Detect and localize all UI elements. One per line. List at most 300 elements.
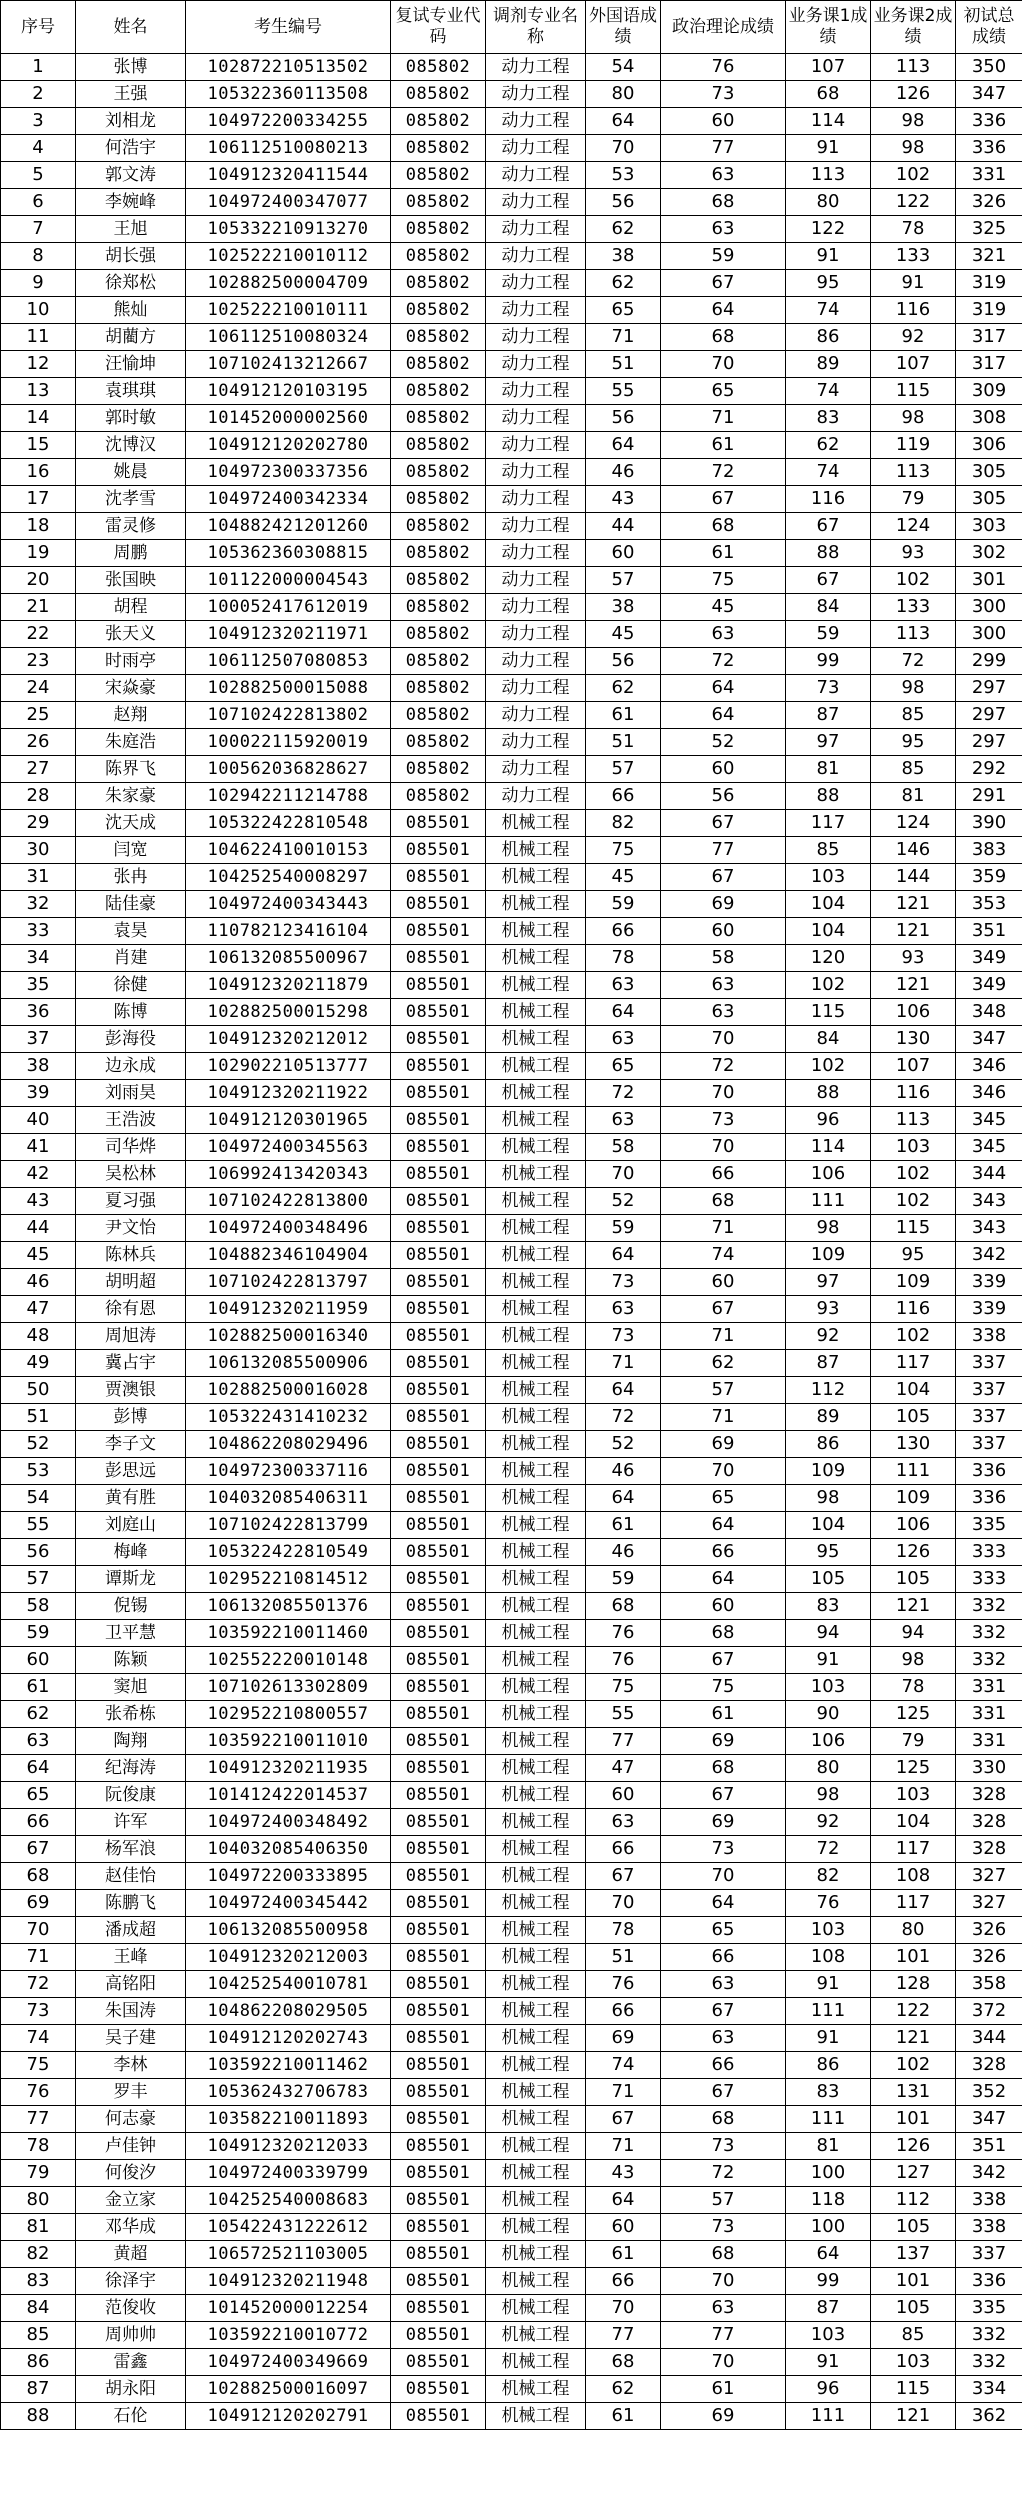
- cell-politics: 73: [661, 1107, 786, 1134]
- cell-foreign-language: 77: [586, 2322, 661, 2349]
- cell-subject-2: 107: [871, 351, 956, 378]
- cell-subject-2: 116: [871, 1080, 956, 1107]
- cell-major-name: 机械工程: [486, 1863, 586, 1890]
- cell-name: 陈林兵: [76, 1242, 186, 1269]
- cell-politics: 69: [661, 1728, 786, 1755]
- cell-foreign-language: 56: [586, 405, 661, 432]
- cell-name: 周旭涛: [76, 1323, 186, 1350]
- cell-name: 沈天成: [76, 810, 186, 837]
- table-row: [1, 1431, 1022, 1458]
- cell-name: 夏习强: [76, 1188, 186, 1215]
- cell-foreign-language: 63: [586, 1107, 661, 1134]
- cell-name: 胡程: [76, 594, 186, 621]
- cell-major-name: 机械工程: [486, 1242, 586, 1269]
- cell-politics: 63: [661, 972, 786, 999]
- cell-foreign-language: 82: [586, 810, 661, 837]
- cell-subject-2: 125: [871, 1755, 956, 1782]
- cell-subject-2: 85: [871, 2322, 956, 2349]
- cell-major-code: 085501: [391, 1242, 486, 1269]
- cell-politics: 61: [661, 432, 786, 459]
- cell-major-name: 机械工程: [486, 1620, 586, 1647]
- cell-name: 谭斯龙: [76, 1566, 186, 1593]
- cell-subject-1: 98: [786, 1782, 871, 1809]
- cell-major-code: 085501: [391, 1512, 486, 1539]
- table-row: [1, 648, 1022, 675]
- cell-subject-1: 97: [786, 1269, 871, 1296]
- cell-politics: 70: [661, 1863, 786, 1890]
- cell-subject-1: 111: [786, 2403, 871, 2430]
- cell-major-name: 机械工程: [486, 2079, 586, 2106]
- cell-index: 68: [1, 1863, 76, 1890]
- cell-total: 317: [956, 351, 1022, 378]
- cell-index: 56: [1, 1539, 76, 1566]
- cell-subject-1: 100: [786, 2214, 871, 2241]
- cell-politics: 67: [661, 270, 786, 297]
- cell-foreign-language: 71: [586, 2079, 661, 2106]
- header-foreign-language: 外国语成绩: [586, 1, 661, 54]
- cell-total: 291: [956, 783, 1022, 810]
- cell-total: 333: [956, 1539, 1022, 1566]
- cell-major-code: 085501: [391, 2052, 486, 2079]
- cell-subject-1: 91: [786, 243, 871, 270]
- cell-exam-id: 105362360308815: [186, 540, 391, 567]
- cell-index: 63: [1, 1728, 76, 1755]
- cell-subject-2: 111: [871, 1458, 956, 1485]
- cell-subject-1: 88: [786, 783, 871, 810]
- cell-index: 66: [1, 1809, 76, 1836]
- cell-name: 宋焱豪: [76, 675, 186, 702]
- cell-name: 梅峰: [76, 1539, 186, 1566]
- cell-total: 337: [956, 1404, 1022, 1431]
- cell-major-name: 机械工程: [486, 1161, 586, 1188]
- table-row: [1, 513, 1022, 540]
- cell-exam-id: 104972300337116: [186, 1458, 391, 1485]
- cell-subject-2: 102: [871, 2052, 956, 2079]
- table-row: [1, 1296, 1022, 1323]
- cell-foreign-language: 52: [586, 1188, 661, 1215]
- cell-name: 时雨亭: [76, 648, 186, 675]
- table-row: [1, 1647, 1022, 1674]
- cell-subject-1: 100: [786, 2160, 871, 2187]
- cell-subject-1: 67: [786, 513, 871, 540]
- cell-name: 胡藺方: [76, 324, 186, 351]
- cell-exam-id: 101452000012254: [186, 2295, 391, 2322]
- cell-total: 336: [956, 1458, 1022, 1485]
- cell-politics: 66: [661, 1539, 786, 1566]
- cell-index: 49: [1, 1350, 76, 1377]
- table-row: [1, 540, 1022, 567]
- cell-politics: 68: [661, 2241, 786, 2268]
- cell-major-code: 085501: [391, 1944, 486, 1971]
- cell-major-code: 085802: [391, 81, 486, 108]
- cell-subject-2: 121: [871, 1593, 956, 1620]
- cell-name: 彭海役: [76, 1026, 186, 1053]
- table-row: [1, 1944, 1022, 1971]
- cell-major-name: 机械工程: [486, 1080, 586, 1107]
- cell-total: 336: [956, 2268, 1022, 2295]
- cell-foreign-language: 67: [586, 1863, 661, 1890]
- table-row: [1, 1890, 1022, 1917]
- cell-major-code: 085501: [391, 2295, 486, 2322]
- cell-total: 338: [956, 2214, 1022, 2241]
- cell-foreign-language: 64: [586, 1377, 661, 1404]
- cell-subject-2: 93: [871, 945, 956, 972]
- cell-total: 326: [956, 1944, 1022, 1971]
- cell-major-code: 085501: [391, 1053, 486, 1080]
- cell-foreign-language: 51: [586, 1944, 661, 1971]
- cell-subject-2: 94: [871, 1620, 956, 1647]
- cell-major-code: 085802: [391, 243, 486, 270]
- cell-major-code: 085802: [391, 351, 486, 378]
- cell-major-name: 动力工程: [486, 486, 586, 513]
- cell-foreign-language: 64: [586, 432, 661, 459]
- cell-politics: 60: [661, 108, 786, 135]
- cell-politics: 63: [661, 621, 786, 648]
- table-row: [1, 1539, 1022, 1566]
- cell-index: 44: [1, 1215, 76, 1242]
- cell-exam-id: 104972400347077: [186, 189, 391, 216]
- cell-foreign-language: 76: [586, 1647, 661, 1674]
- cell-major-name: 机械工程: [486, 1782, 586, 1809]
- cell-major-name: 动力工程: [486, 540, 586, 567]
- cell-index: 85: [1, 2322, 76, 2349]
- cell-total: 332: [956, 2322, 1022, 2349]
- cell-major-name: 动力工程: [486, 459, 586, 486]
- cell-politics: 73: [661, 2133, 786, 2160]
- cell-total: 347: [956, 81, 1022, 108]
- cell-major-name: 动力工程: [486, 648, 586, 675]
- cell-name: 张博: [76, 54, 186, 81]
- cell-politics: 73: [661, 2214, 786, 2241]
- cell-index: 26: [1, 729, 76, 756]
- cell-total: 332: [956, 2349, 1022, 2376]
- cell-subject-1: 84: [786, 1026, 871, 1053]
- cell-politics: 64: [661, 1566, 786, 1593]
- cell-major-name: 机械工程: [486, 1134, 586, 1161]
- cell-subject-2: 98: [871, 405, 956, 432]
- cell-exam-id: 104972200334255: [186, 108, 391, 135]
- cell-politics: 61: [661, 1701, 786, 1728]
- cell-exam-id: 100052417612019: [186, 594, 391, 621]
- cell-politics: 66: [661, 2052, 786, 2079]
- cell-politics: 77: [661, 2322, 786, 2349]
- cell-foreign-language: 67: [586, 2106, 661, 2133]
- cell-subject-1: 109: [786, 1242, 871, 1269]
- cell-major-code: 085501: [391, 1188, 486, 1215]
- cell-index: 15: [1, 432, 76, 459]
- cell-major-name: 机械工程: [486, 2295, 586, 2322]
- cell-exam-id: 104912320411544: [186, 162, 391, 189]
- cell-total: 337: [956, 1431, 1022, 1458]
- cell-subject-1: 120: [786, 945, 871, 972]
- table-row: [1, 594, 1022, 621]
- cell-major-name: 机械工程: [486, 999, 586, 1026]
- cell-subject-1: 98: [786, 1485, 871, 1512]
- cell-foreign-language: 56: [586, 189, 661, 216]
- table-row: [1, 1620, 1022, 1647]
- table-row: [1, 486, 1022, 513]
- cell-total: 297: [956, 702, 1022, 729]
- cell-index: 3: [1, 108, 76, 135]
- cell-major-name: 机械工程: [486, 1269, 586, 1296]
- cell-subject-2: 133: [871, 243, 956, 270]
- table-row: [1, 1134, 1022, 1161]
- cell-major-code: 085501: [391, 1890, 486, 1917]
- cell-major-name: 动力工程: [486, 324, 586, 351]
- header-subject-1: 业务课1成绩: [786, 1, 871, 54]
- cell-index: 28: [1, 783, 76, 810]
- cell-exam-id: 104912320211935: [186, 1755, 391, 1782]
- cell-politics: 58: [661, 945, 786, 972]
- cell-subject-1: 92: [786, 1809, 871, 1836]
- cell-total: 336: [956, 108, 1022, 135]
- cell-foreign-language: 64: [586, 1242, 661, 1269]
- cell-index: 79: [1, 2160, 76, 2187]
- table-row: [1, 2322, 1022, 2349]
- cell-name: 沈孝雪: [76, 486, 186, 513]
- cell-subject-2: 122: [871, 1998, 956, 2025]
- table-row: [1, 1674, 1022, 1701]
- cell-foreign-language: 57: [586, 756, 661, 783]
- cell-major-name: 机械工程: [486, 1701, 586, 1728]
- cell-major-code: 085501: [391, 1539, 486, 1566]
- cell-foreign-language: 57: [586, 567, 661, 594]
- cell-major-code: 085802: [391, 189, 486, 216]
- cell-exam-id: 102522210010111: [186, 297, 391, 324]
- cell-index: 21: [1, 594, 76, 621]
- cell-exam-id: 105322431410232: [186, 1404, 391, 1431]
- header-major-name: 调剂专业名称: [486, 1, 586, 54]
- cell-politics: 63: [661, 2025, 786, 2052]
- cell-index: 31: [1, 864, 76, 891]
- cell-exam-id: 106132085501376: [186, 1593, 391, 1620]
- cell-total: 321: [956, 243, 1022, 270]
- cell-subject-2: 116: [871, 1296, 956, 1323]
- table-row: [1, 2133, 1022, 2160]
- cell-subject-2: 109: [871, 1269, 956, 1296]
- cell-name: 刘庭山: [76, 1512, 186, 1539]
- cell-foreign-language: 69: [586, 2025, 661, 2052]
- cell-foreign-language: 78: [586, 1917, 661, 1944]
- table-row: [1, 2349, 1022, 2376]
- cell-subject-2: 104: [871, 1809, 956, 1836]
- cell-name: 姚晨: [76, 459, 186, 486]
- cell-index: 53: [1, 1458, 76, 1485]
- cell-total: 345: [956, 1134, 1022, 1161]
- cell-politics: 68: [661, 324, 786, 351]
- cell-politics: 67: [661, 1647, 786, 1674]
- cell-foreign-language: 64: [586, 108, 661, 135]
- cell-total: 332: [956, 1620, 1022, 1647]
- cell-major-code: 085501: [391, 999, 486, 1026]
- cell-foreign-language: 68: [586, 2349, 661, 2376]
- cell-foreign-language: 73: [586, 1323, 661, 1350]
- cell-total: 358: [956, 1971, 1022, 1998]
- cell-politics: 68: [661, 1755, 786, 1782]
- cell-major-code: 085501: [391, 1782, 486, 1809]
- cell-index: 83: [1, 2268, 76, 2295]
- cell-index: 70: [1, 1917, 76, 1944]
- cell-index: 24: [1, 675, 76, 702]
- cell-major-code: 085802: [391, 729, 486, 756]
- cell-major-name: 机械工程: [486, 1917, 586, 1944]
- cell-politics: 60: [661, 918, 786, 945]
- cell-politics: 57: [661, 2187, 786, 2214]
- cell-total: 325: [956, 216, 1022, 243]
- cell-major-name: 机械工程: [486, 1485, 586, 1512]
- cell-major-name: 机械工程: [486, 2322, 586, 2349]
- cell-major-code: 085802: [391, 702, 486, 729]
- cell-subject-1: 95: [786, 270, 871, 297]
- cell-subject-1: 83: [786, 1593, 871, 1620]
- cell-politics: 68: [661, 2106, 786, 2133]
- table-row: [1, 405, 1022, 432]
- cell-name: 袁琪琪: [76, 378, 186, 405]
- table-row: [1, 2295, 1022, 2322]
- cell-major-code: 085501: [391, 1026, 486, 1053]
- cell-exam-id: 104972400343443: [186, 891, 391, 918]
- cell-major-name: 机械工程: [486, 2106, 586, 2133]
- cell-total: 308: [956, 405, 1022, 432]
- cell-total: 359: [956, 864, 1022, 891]
- cell-subject-2: 121: [871, 891, 956, 918]
- cell-subject-2: 106: [871, 1512, 956, 1539]
- cell-foreign-language: 51: [586, 351, 661, 378]
- cell-exam-id: 104972400349669: [186, 2349, 391, 2376]
- cell-major-code: 085501: [391, 1080, 486, 1107]
- table-row: [1, 729, 1022, 756]
- table-row: [1, 1836, 1022, 1863]
- table-row: [1, 2268, 1022, 2295]
- cell-exam-id: 102882500004709: [186, 270, 391, 297]
- cell-exam-id: 104912320211948: [186, 2268, 391, 2295]
- cell-politics: 70: [661, 1134, 786, 1161]
- table-row: [1, 2079, 1022, 2106]
- cell-subject-2: 117: [871, 1350, 956, 1377]
- cell-foreign-language: 70: [586, 135, 661, 162]
- cell-foreign-language: 70: [586, 1890, 661, 1917]
- cell-total: 326: [956, 1917, 1022, 1944]
- cell-politics: 70: [661, 1026, 786, 1053]
- cell-major-name: 机械工程: [486, 1404, 586, 1431]
- cell-subject-1: 87: [786, 702, 871, 729]
- cell-foreign-language: 68: [586, 1593, 661, 1620]
- cell-subject-2: 126: [871, 2133, 956, 2160]
- cell-subject-1: 87: [786, 2295, 871, 2322]
- cell-index: 73: [1, 1998, 76, 2025]
- cell-exam-id: 104912320211959: [186, 1296, 391, 1323]
- table-row: [1, 918, 1022, 945]
- cell-exam-id: 104972400345442: [186, 1890, 391, 1917]
- cell-foreign-language: 65: [586, 1053, 661, 1080]
- cell-subject-1: 114: [786, 1134, 871, 1161]
- cell-index: 2: [1, 81, 76, 108]
- cell-name: 陈颖: [76, 1647, 186, 1674]
- cell-subject-1: 86: [786, 2052, 871, 2079]
- cell-major-code: 085501: [391, 2268, 486, 2295]
- cell-index: 19: [1, 540, 76, 567]
- cell-major-code: 085501: [391, 1620, 486, 1647]
- cell-subject-1: 102: [786, 972, 871, 999]
- cell-index: 52: [1, 1431, 76, 1458]
- cell-subject-2: 72: [871, 648, 956, 675]
- cell-subject-2: 107: [871, 1053, 956, 1080]
- cell-subject-1: 106: [786, 1161, 871, 1188]
- cell-total: 346: [956, 1080, 1022, 1107]
- cell-major-name: 机械工程: [486, 1539, 586, 1566]
- cell-name: 何浩宇: [76, 135, 186, 162]
- cell-subject-1: 94: [786, 1620, 871, 1647]
- cell-politics: 64: [661, 702, 786, 729]
- cell-total: 349: [956, 945, 1022, 972]
- cell-major-name: 机械工程: [486, 1107, 586, 1134]
- cell-exam-id: 104972400348496: [186, 1215, 391, 1242]
- cell-name: 杨军浪: [76, 1836, 186, 1863]
- cell-name: 雷鑫: [76, 2349, 186, 2376]
- cell-index: 76: [1, 2079, 76, 2106]
- cell-subject-1: 103: [786, 2322, 871, 2349]
- cell-major-code: 085501: [391, 2079, 486, 2106]
- cell-major-name: 机械工程: [486, 1593, 586, 1620]
- cell-subject-1: 104: [786, 1512, 871, 1539]
- cell-major-code: 085501: [391, 1134, 486, 1161]
- cell-subject-2: 98: [871, 675, 956, 702]
- cell-subject-1: 111: [786, 1998, 871, 2025]
- cell-index: 22: [1, 621, 76, 648]
- cell-name: 金立家: [76, 2187, 186, 2214]
- cell-subject-1: 115: [786, 999, 871, 1026]
- cell-major-code: 085501: [391, 1296, 486, 1323]
- cell-exam-id: 100562036828627: [186, 756, 391, 783]
- cell-politics: 74: [661, 1242, 786, 1269]
- cell-politics: 77: [661, 135, 786, 162]
- cell-index: 72: [1, 1971, 76, 1998]
- cell-total: 327: [956, 1890, 1022, 1917]
- header-major-code: 复试专业代码: [391, 1, 486, 54]
- cell-total: 352: [956, 2079, 1022, 2106]
- cell-exam-id: 104972400342334: [186, 486, 391, 513]
- table-row: [1, 189, 1022, 216]
- cell-index: 41: [1, 1134, 76, 1161]
- cell-politics: 68: [661, 1188, 786, 1215]
- cell-politics: 52: [661, 729, 786, 756]
- cell-foreign-language: 62: [586, 675, 661, 702]
- cell-foreign-language: 75: [586, 1674, 661, 1701]
- cell-exam-id: 104912120301965: [186, 1107, 391, 1134]
- cell-major-name: 动力工程: [486, 432, 586, 459]
- cell-exam-id: 105362432706783: [186, 2079, 391, 2106]
- cell-exam-id: 104912320211922: [186, 1080, 391, 1107]
- cell-foreign-language: 51: [586, 729, 661, 756]
- cell-name: 胡永阳: [76, 2376, 186, 2403]
- cell-subject-1: 85: [786, 837, 871, 864]
- cell-major-code: 085501: [391, 1107, 486, 1134]
- table-row: [1, 1107, 1022, 1134]
- cell-name: 陈博: [76, 999, 186, 1026]
- table-row: [1, 1215, 1022, 1242]
- cell-major-code: 085802: [391, 162, 486, 189]
- cell-politics: 56: [661, 783, 786, 810]
- cell-foreign-language: 64: [586, 2187, 661, 2214]
- cell-index: 27: [1, 756, 76, 783]
- cell-major-code: 085501: [391, 1269, 486, 1296]
- cell-subject-1: 74: [786, 297, 871, 324]
- cell-total: 351: [956, 918, 1022, 945]
- cell-exam-id: 102882500016028: [186, 1377, 391, 1404]
- cell-subject-2: 137: [871, 2241, 956, 2268]
- cell-exam-id: 101122000004543: [186, 567, 391, 594]
- cell-subject-1: 68: [786, 81, 871, 108]
